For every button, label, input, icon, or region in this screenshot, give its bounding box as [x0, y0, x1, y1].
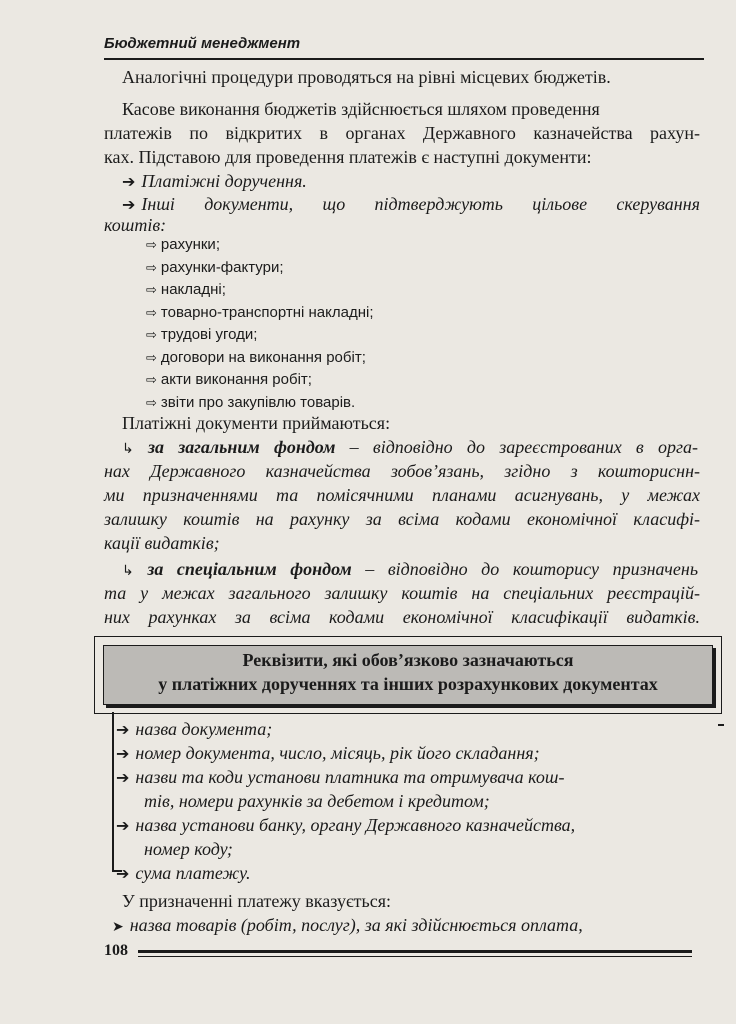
arrow-right-icon: ➔: [116, 744, 130, 763]
box-title-line: Реквізити, які обов’язково зазначаються: [242, 650, 574, 670]
doc-type-item: ➔ Інші документи, що підтверджують цільове скерування: [122, 194, 700, 214]
requisite-item: ➔ назва установи банку, органу Державного казначейства,: [116, 815, 576, 835]
general-fund-line: ↳ за загальним фондом – відповідно до зареєстрованих в орга-: [122, 437, 698, 457]
requisite-item: ➔ назва документа;: [116, 719, 273, 739]
arrow-right-icon: ➔: [116, 816, 130, 835]
general-fund-line: ми призначеннями та помісячними планами асигнувань, у межах: [104, 485, 700, 505]
outline-arrow-icon: ⇨: [146, 395, 157, 411]
arrow-right-icon: ➔: [122, 172, 136, 191]
outline-arrow-icon: ⇨: [146, 373, 157, 388]
triangle-bullet-icon: ➤: [112, 919, 124, 935]
paragraph-line: Платіжні документи приймаються:: [122, 413, 391, 433]
supporting-docs-list: [146, 234, 374, 414]
paragraph-line: У призначенні платежу вказується:: [122, 891, 392, 911]
footer-rule: [138, 956, 692, 957]
list-item: ⇨ товарно-транспортні накладні;: [146, 303, 374, 321]
list-item: ⇨ звіти про закупівлю товарів.: [146, 393, 356, 411]
purpose-item: ➤ назва товарів (робіт, послуг), за які здійснюється оплата,: [112, 915, 583, 935]
general-fund-line: кації видатків;: [104, 533, 220, 553]
curved-arrow-icon: ↳: [122, 441, 134, 457]
general-fund-line: залишку коштів на рахунку за всіма кодами економічної класифі-: [104, 509, 700, 529]
box-title-line: у платіжних дорученнях та інших розрахункових документах: [158, 674, 658, 694]
arrow-right-icon: ➔: [116, 720, 130, 739]
outline-arrow-icon: ⇨: [146, 328, 157, 343]
paragraph-line: Аналогічні процедури проводяться на рівні місцевих бюджетів.: [122, 67, 611, 87]
requisite-item: ➔ сума платежу.: [116, 863, 251, 883]
arrow-right-icon: ➔: [116, 864, 130, 883]
list-item: ⇨ акти виконання робіт;: [146, 371, 312, 388]
footer-rule: [138, 950, 692, 953]
requisite-item-cont: номер коду;: [144, 839, 233, 859]
paragraph-line: Касове виконання бюджетів здійснюється шляхом проведення: [122, 99, 600, 119]
outline-arrow-icon: ⇨: [146, 238, 157, 253]
list-item: ⇨ трудові угоди;: [146, 326, 258, 343]
running-head: Бюджетний менеджмент: [104, 34, 704, 60]
outline-arrow-icon: ⇨: [146, 350, 157, 366]
requisite-item: ➔ номер документа, число, місяць, рік його складання;: [116, 743, 540, 763]
doc-type-item: ➔ Платіжні доручення.: [122, 171, 307, 191]
outline-arrow-icon: ⇨: [146, 260, 157, 276]
special-fund-line: них рахунках за всіма кодами економічної класифікації видатків.: [104, 607, 700, 627]
arrow-right-icon: ➔: [116, 768, 130, 787]
list-item: ⇨ договори на виконання робіт;: [146, 348, 366, 366]
special-fund-line: ↳ за спеціальним фондом – відповідно до кошторису призначень: [122, 559, 699, 579]
requisite-item: ➔ назви та коди установи платника та отримувача кош-: [116, 767, 565, 787]
curved-arrow-icon: ↳: [122, 563, 134, 579]
list-item: ⇨ накладні;: [146, 281, 226, 298]
requisite-item-cont: тів, номери рахунків за дебетом і кредитом;: [144, 791, 490, 811]
outline-arrow-icon: ⇨: [146, 283, 157, 298]
requisites-box: [94, 636, 722, 714]
paragraph-line: коштів:: [104, 215, 167, 235]
general-fund-line: нах Державного казначейства зобов’язань, згідно з кошториснн-: [104, 461, 700, 481]
special-fund-line: та у межах загального залишку коштів на спеціальних реєстрацій-: [104, 583, 700, 603]
paragraph-line: платежів по відкритих в органах Державного казначейства рахун-: [104, 123, 700, 143]
requisites-box-title: [103, 645, 713, 705]
paragraph-line: ках. Підставою для проведення платежів є наступні документи:: [104, 147, 592, 167]
page-number: 108: [104, 942, 128, 959]
list-item: ⇨ рахунки;: [146, 236, 220, 253]
arrow-right-icon: ➔: [122, 195, 136, 214]
margin-mark: [718, 724, 724, 726]
outline-arrow-icon: ⇨: [146, 305, 157, 321]
list-item: ⇨ рахунки-фактури;: [146, 258, 284, 276]
